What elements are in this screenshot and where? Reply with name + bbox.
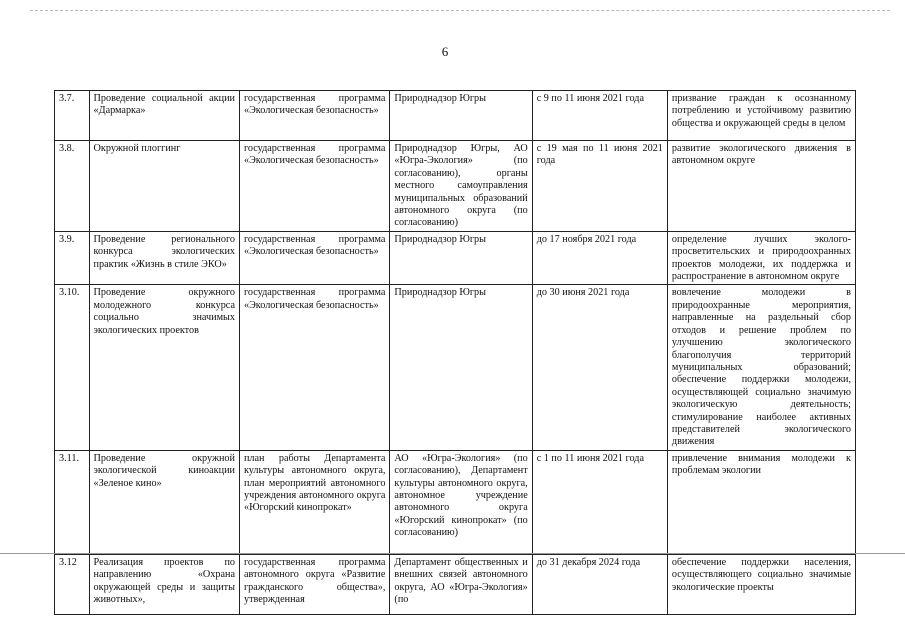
event-name: Проведение окружного молодежного конкурса социально значимых экологических проектов — [89, 285, 239, 450]
table-row — [55, 231, 856, 285]
result-cell: призвание граждан к осознанному потреблению и устойчивому развитию общества и окружающей среды в целом — [667, 91, 855, 141]
date-cell: до 30 июня 2021 года — [532, 285, 667, 450]
result-cell: определение лучших эколого-просветительских и природоохранных проектов молодежи, их поддержка и распространение в автономном округе — [667, 231, 855, 285]
event-name: Проведение социальной акции «Дармарка» — [89, 91, 239, 141]
executor-cell: Природнадзор Югры — [390, 285, 532, 450]
table-row — [55, 91, 856, 141]
date-cell: до 17 ноября 2021 года — [532, 231, 667, 285]
executor-cell: Природнадзор Югры, АО «Югра-Экология» (по согласованию), органы местного самоуправления муниципальных образований автономного округа (по согласованию) — [390, 141, 532, 232]
activities-table — [54, 90, 856, 615]
row-number: 3.8. — [55, 141, 90, 232]
result-cell: развитие экологического движения в автономном округе — [667, 141, 855, 232]
table-row — [55, 450, 856, 554]
result-cell: обеспечение поддержки населения, осуществляющего социально значимые экологические проекты — [667, 554, 855, 614]
executor-cell: Природнадзор Югры — [390, 231, 532, 285]
row-number: 3.7. — [55, 91, 90, 141]
result-cell: вовлечение молодежи в природоохранные мероприятия, направленные на раздельный сбор отходов и решение проблем по улучшению экологического благополучия территорий муниципальных образований; обеспечение поддержки молодежи, осуществляющей социально значимую экологическую деятельность; стимулирование наиболее активных представителей экологического движения — [667, 285, 855, 450]
table-row — [55, 141, 856, 232]
program-cell: государственная программа «Экологическая безопасность» — [239, 141, 389, 232]
page-number: 6 — [441, 44, 449, 59]
executor-cell: АО «Югра-Экология» (по согласованию), Департамент культуры автономного округа, автономное учреждение автономного округа «Югорский кинопрокат» (по согласованию) — [390, 450, 532, 554]
date-cell: с 9 по 11 июня 2021 года — [532, 91, 667, 141]
table-row — [55, 285, 856, 450]
date-cell: с 1 по 11 июня 2021 года — [532, 450, 667, 554]
program-cell: государственная программа автономного округа «Развитие гражданского общества», утвержденная — [239, 554, 389, 614]
row-number: 3.9. — [55, 231, 90, 285]
date-cell: с 19 мая по 11 июня 2021 года — [532, 141, 667, 232]
event-name: Проведение регионального конкурса экологических практик «Жизнь в стиле ЭКО» — [89, 231, 239, 285]
table-row — [55, 554, 856, 614]
event-name: Проведение окружной экологической киноакции «Зеленое кино» — [89, 450, 239, 554]
program-cell: план работы Департамента культуры автономного округа, план мероприятий автономного учреждения автономного округа «Югорский кинопрокат» — [239, 450, 389, 554]
executor-cell: Природнадзор Югры — [390, 91, 532, 141]
program-cell: государственная программа «Экологическая безопасность» — [239, 231, 389, 285]
event-name: Окружной плоггинг — [89, 141, 239, 232]
event-name: Реализация проектов по направлению «Охрана окружающей среды и защиты животных», — [89, 554, 239, 614]
row-number: 3.10. — [55, 285, 90, 450]
result-cell: привлечение внимания молодежи к проблемам экологии — [667, 450, 855, 554]
executor-cell: Департамент общественных и внешних связей автономного округа, АО «Югра-Экология» (по — [390, 554, 532, 614]
row-number: 3.12 — [55, 554, 90, 614]
program-cell: государственная программа «Экологическая безопасность» — [239, 91, 389, 141]
program-cell: государственная программа «Экологическая безопасность» — [239, 285, 389, 450]
scan-artifact-bottom — [0, 553, 905, 554]
date-cell: до 31 декабря 2024 года — [532, 554, 667, 614]
row-number: 3.11. — [55, 450, 90, 554]
scan-artifact-top — [30, 10, 890, 13]
